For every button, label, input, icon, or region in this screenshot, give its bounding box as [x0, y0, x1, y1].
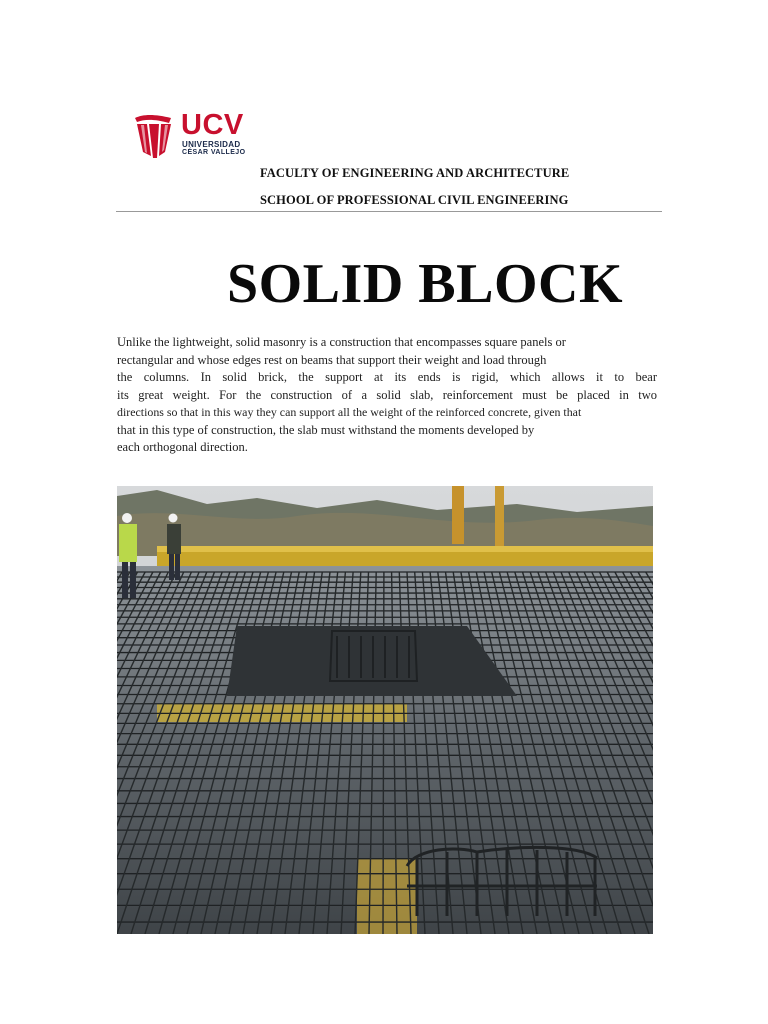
rebar-slab-illustration — [117, 486, 653, 934]
body-line: each orthogonal direction. — [117, 440, 248, 454]
faculty-heading: FACULTY OF ENGINEERING AND ARCHITECTURE — [260, 166, 570, 180]
university-logo — [133, 109, 248, 162]
ucv-emblem-icon — [133, 112, 177, 160]
logo-university-text: UNIVERSIDAD — [182, 140, 241, 149]
logo-wordmark: UCV — [181, 109, 244, 141]
construction-site-photo — [117, 486, 653, 934]
logo-cesar-vallejo-text: CÉSAR VALLEJO — [182, 149, 246, 156]
body-paragraph — [117, 334, 657, 457]
school-heading: SCHOOL OF PROFESSIONAL CIVIL ENGINEERING — [260, 193, 569, 207]
body-line: rectangular and whose edges rest on beams that support their weight and load through — [117, 352, 547, 367]
body-line: directions so that in this way they can support all the weight of the reinforced concrete, given that — [117, 405, 582, 419]
page-title: SOLID BLOCK — [226, 253, 624, 315]
header-divider — [116, 211, 662, 212]
body-line: its great weight. For the construction of a solid slab, reinforcement must be placed in two — [117, 387, 657, 402]
body-line: Unlike the lightweight, solid masonry is a construction that encompasses square panels or — [117, 335, 566, 349]
body-line: the columns. In solid brick, the support at its ends is rigid, which allows it to bear — [117, 370, 657, 384]
body-line: that in this type of construction, the slab must withstand the moments developed by — [117, 422, 535, 437]
